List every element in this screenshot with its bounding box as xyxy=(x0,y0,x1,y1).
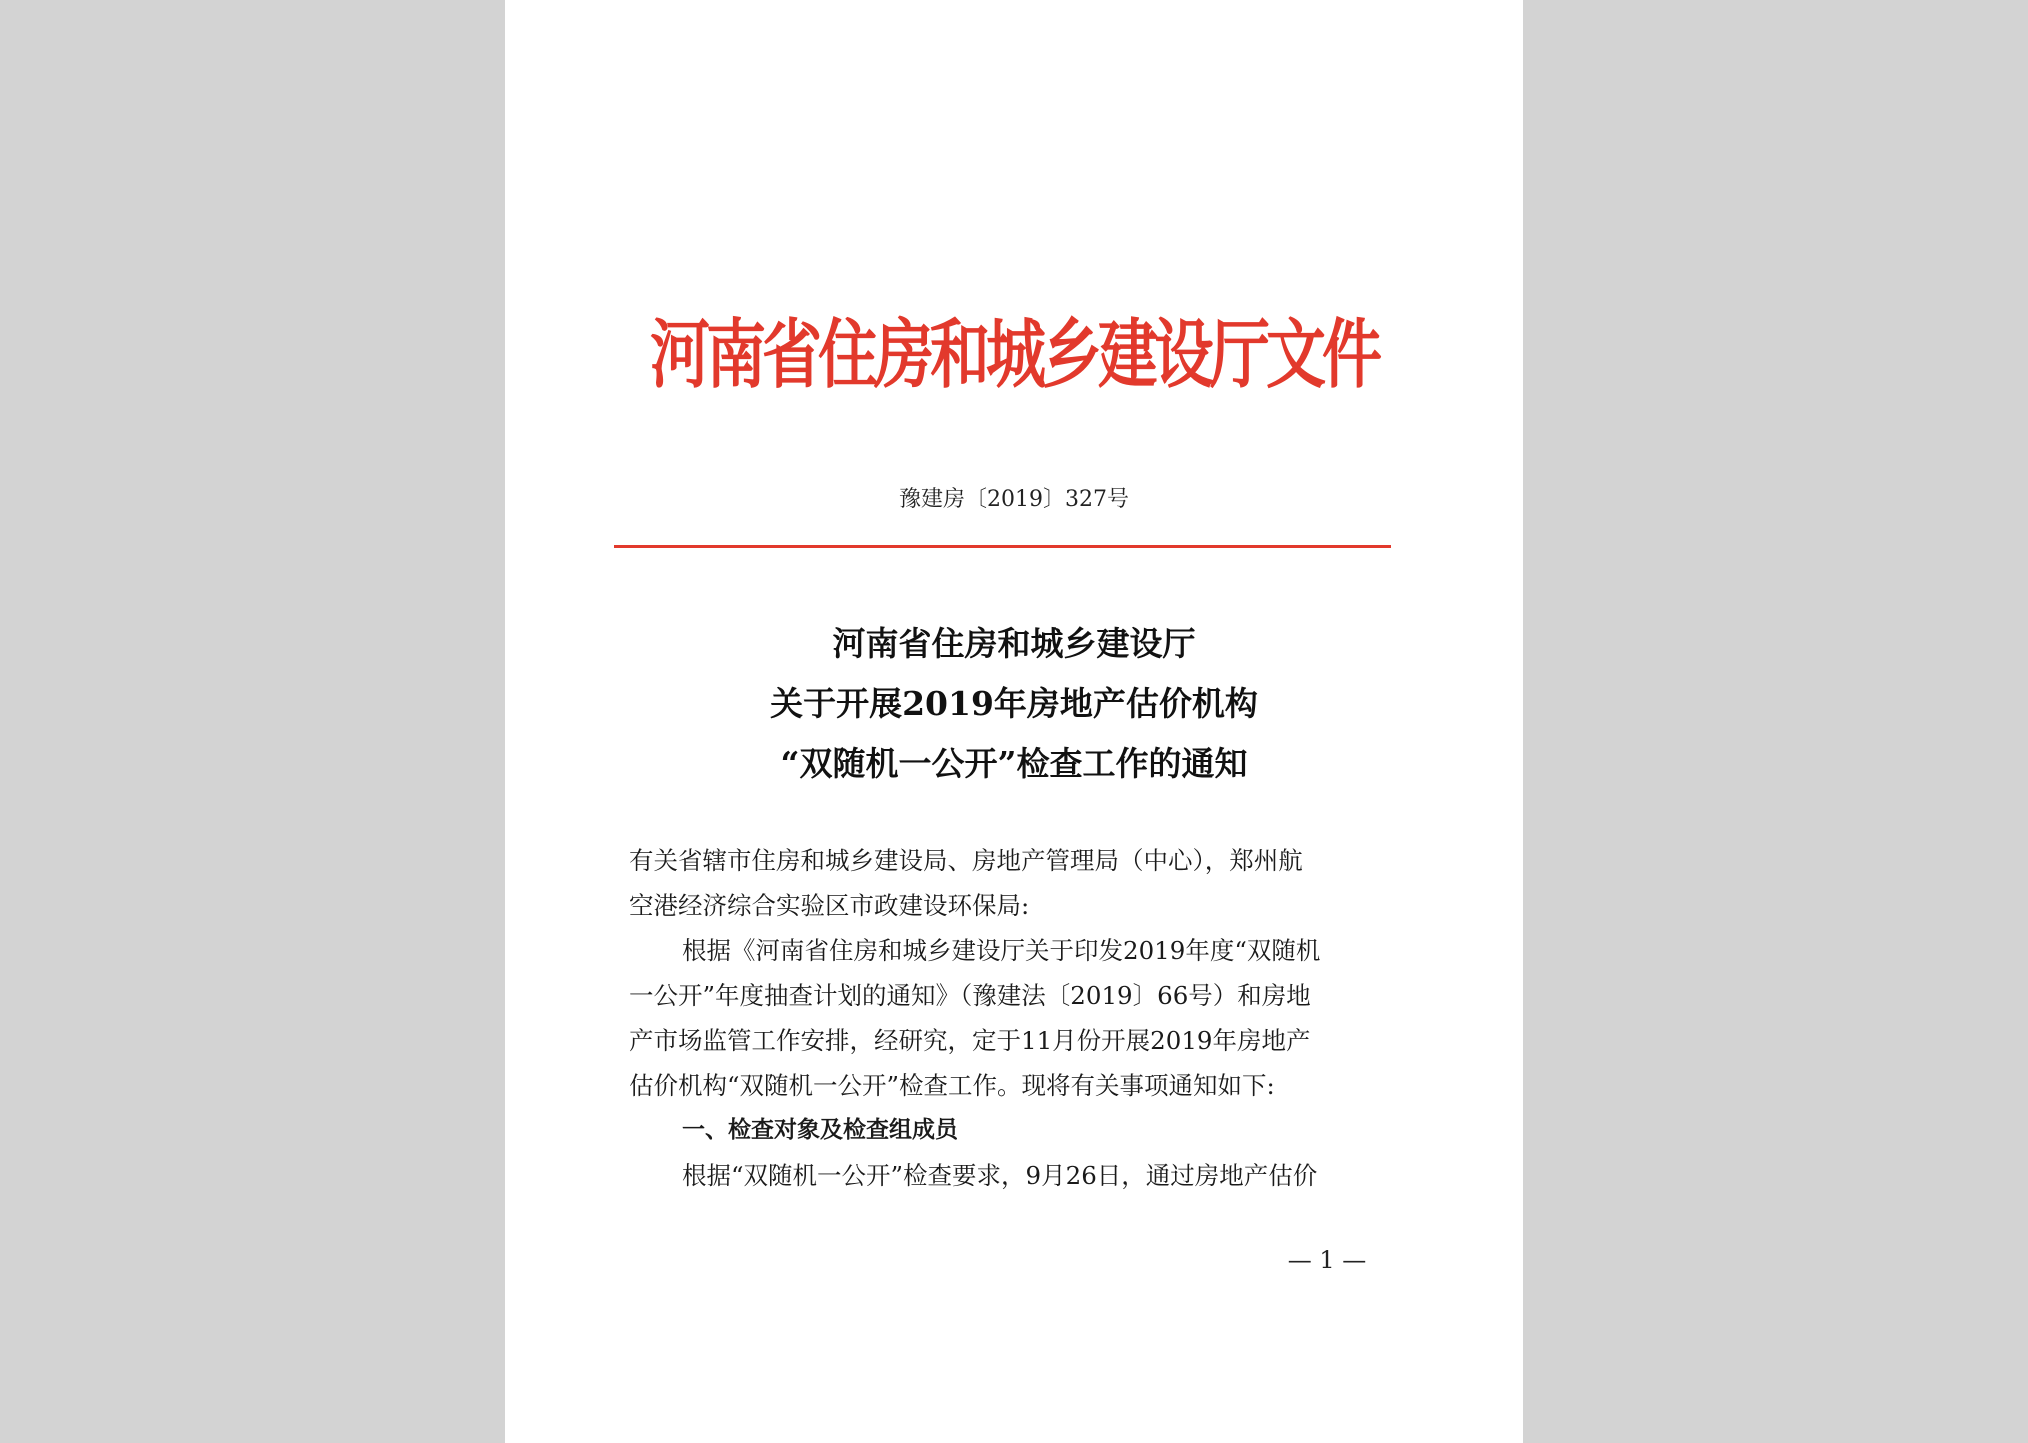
paragraph-line: 一公开”年度抽查计划的通知》（豫建法〔2019〕66号）和房地 xyxy=(629,981,1311,1010)
page-number: — 1 — xyxy=(1287,1246,1367,1274)
paragraph-line: 根据《河南省住房和城乡建设厅关于印发2019年度“双随机 xyxy=(682,936,1321,965)
notice-title xyxy=(505,614,1523,794)
red-divider-line xyxy=(614,545,1391,548)
section-heading: 一、检查对象及检查组成员 xyxy=(682,1117,958,1143)
addressee-line: 有关省辖市住房和城乡建设局、房地产管理局（中心），郑州航 xyxy=(629,846,1303,875)
notice-title-line: “双随机一公开”检查工作的通知 xyxy=(780,744,1248,783)
paragraph-line: 估价机构“双随机一公开”检查工作。现将有关事项通知如下: xyxy=(629,1071,1275,1100)
paragraph-line: 产市场监管工作安排，经研究，定于11月份开展2019年房地产 xyxy=(629,1026,1311,1055)
paragraph-line: 根据“双随机一公开”检查要求，9月26日，通过房地产估价 xyxy=(682,1161,1318,1190)
addressee-line: 空港经济综合实验区市政建设环保局: xyxy=(629,891,1030,920)
body-text xyxy=(629,838,1369,1198)
document-page xyxy=(505,0,1523,1443)
issuer-header-title: 河南省住房和城乡建设厅文件 xyxy=(650,311,1378,400)
notice-title-line: 关于开展2019年房地产估价机构 xyxy=(770,684,1258,723)
notice-title-line: 河南省住房和城乡建设厅 xyxy=(832,624,1196,663)
document-number: 豫建房〔2019〕327号 xyxy=(899,487,1129,512)
